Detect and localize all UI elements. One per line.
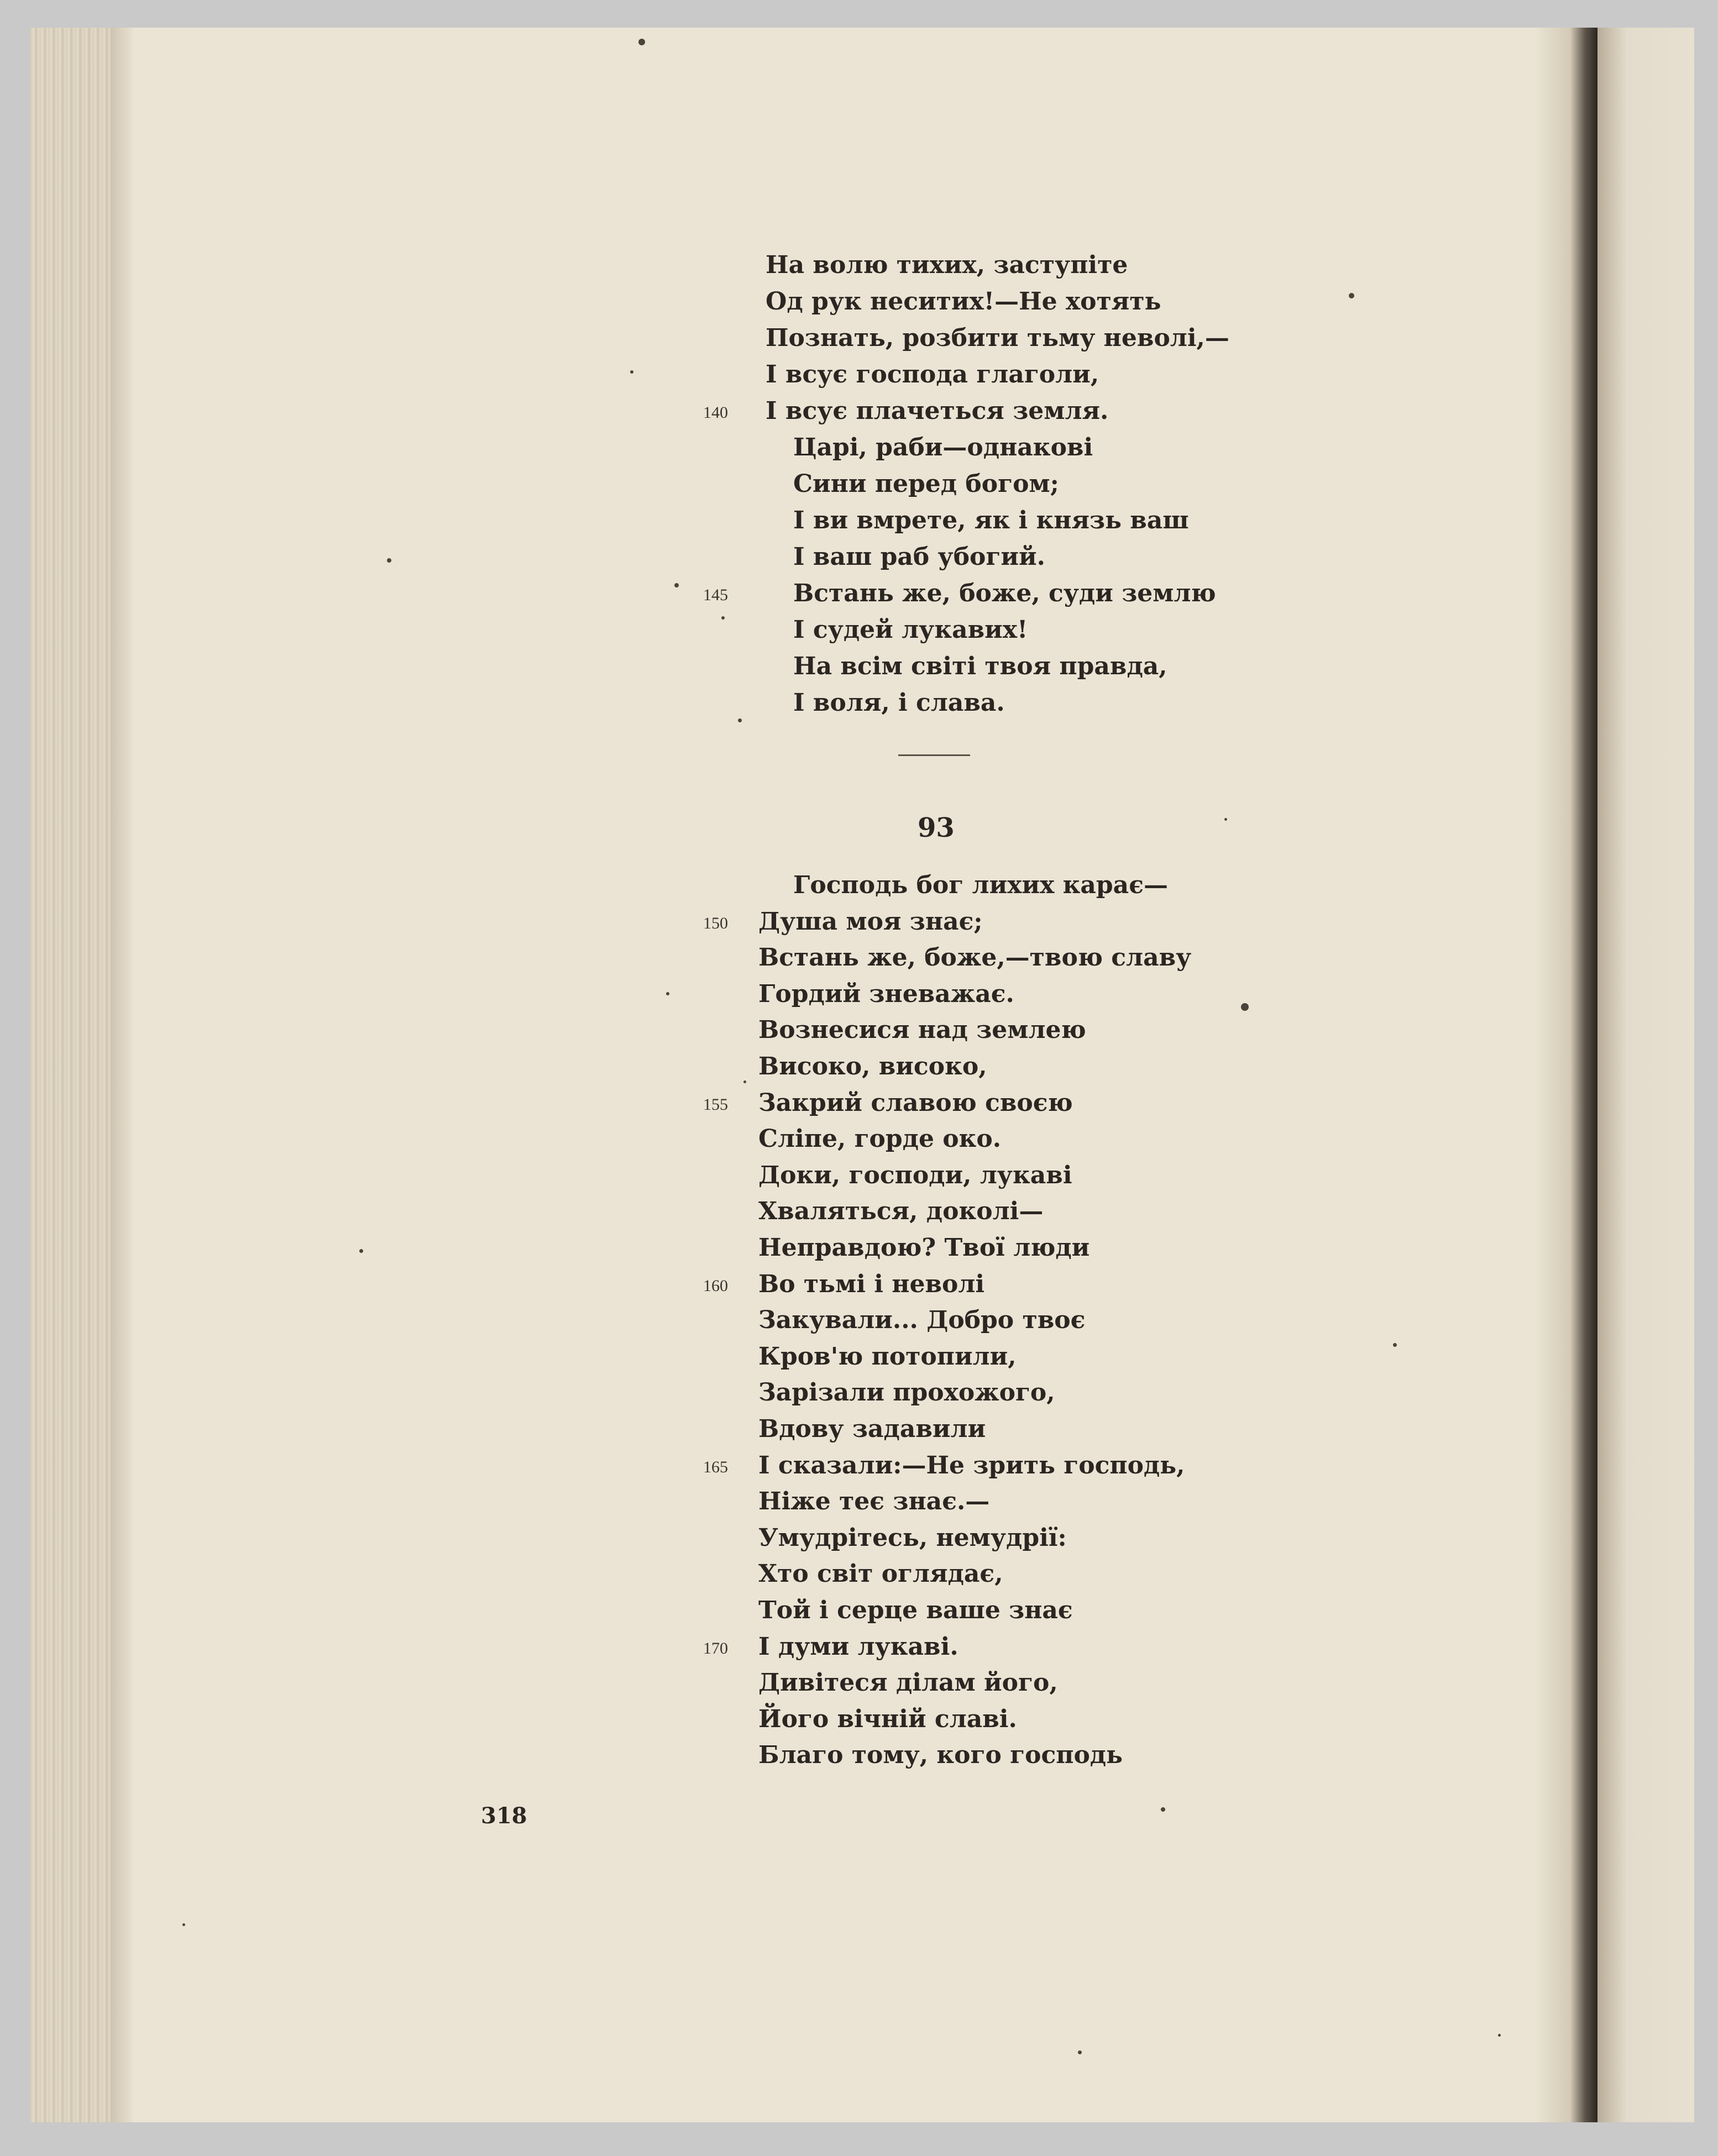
line-number: 145 [703,586,728,604]
page-edge-shadow [111,28,133,2122]
facing-page-edge [1597,28,1694,2122]
poem-number: 93 [918,812,955,843]
line-number: 150 [703,914,728,932]
verse-line: Гордий зневажає. [758,979,1014,1008]
line-number: 140 [703,403,728,422]
verse-line: Високо, високо, [758,1052,987,1080]
paper-speck [1498,2034,1501,2037]
verse-line: Дивітеся ділам його, [758,1669,1058,1697]
paper-speck [1224,818,1227,821]
verse-line: І ви вмрете, як і князь ваш [793,506,1189,534]
verse-line: Закували... Добро твоє [758,1306,1086,1335]
paper-speck [387,558,391,563]
paper-speck [1241,1003,1249,1011]
verse-line: Встань же, боже,—твою славу [758,943,1192,972]
verse-line: Ніже теє знає.— [758,1487,990,1516]
paper-speck [1161,1807,1165,1812]
verse-line: І ваш раб убогий. [793,543,1045,571]
paper-speck [721,616,725,620]
paper-speck [638,39,645,45]
section-divider [898,754,970,756]
verse-line: І всує господа глаголи, [766,360,1099,389]
verse-line: Хто світ оглядає, [758,1560,1003,1588]
verse-line: Кров'ю потопили, [758,1342,1017,1371]
page-number: 318 [481,1803,527,1829]
line-number: 160 [703,1276,728,1295]
verse-line: Хваляться, доколі— [758,1197,1044,1226]
verse-line: Господь бог лихих карає— [793,871,1168,899]
verse-line: Царі, раби—однакові [793,433,1093,461]
verse-line: Вознесися над землею [758,1016,1086,1045]
verse-line: І всує плачеться земля. [766,397,1109,425]
paper-speck [674,583,679,587]
verse-line: Його вічній славі. [758,1704,1017,1733]
paper-speck [1393,1343,1397,1347]
paper-speck [666,992,669,995]
line-number: 170 [703,1639,728,1657]
paper-speck [182,1923,185,1926]
verse-line: І воля, і слава. [793,689,1005,717]
verse-line: Умудрітесь, немудрії: [758,1523,1067,1552]
verse-line: Доки, господи, лукаві [758,1161,1072,1189]
line-number: 155 [703,1095,728,1114]
line-number: 165 [703,1457,728,1476]
paper-speck [743,1080,746,1083]
verse-line: Од рук неситих!—Не хотять [766,287,1161,316]
verse-line: Встань же, боже, суди землю [793,579,1216,607]
verse-line: Неправдою? Твої люди [758,1234,1090,1262]
verse-line: Благо тому, кого господь [758,1741,1123,1770]
verse-line: Зарізали прохожого, [758,1378,1055,1407]
paper-speck [738,718,742,722]
verse-line: Сліпе, горде око. [758,1125,1002,1153]
verse-line: Той і серце ваше знає [758,1596,1073,1624]
verse-line: На всім світі твоя правда, [793,652,1167,680]
paper-speck [1078,2050,1082,2054]
verse-line: І судей лукавих! [793,616,1028,644]
verse-line: І думи лукаві. [758,1632,958,1661]
verse-line: І сказали:—Не зрить господь, [758,1451,1185,1480]
book-gutter [1537,28,1597,2122]
verse-line: Закрий славою своєю [758,1088,1073,1117]
verse-line: Вдову задавили [758,1415,986,1443]
paper-speck [630,370,633,374]
verse-line: Сини перед богом; [793,470,1059,498]
verse-line: Во тьмі і неволі [758,1270,985,1298]
paper-speck [1349,293,1354,298]
verse-line: Познать, розбити тьму неволі,— [766,324,1229,352]
verse-line: На волю тихих, заступіте [766,251,1128,279]
paper-speck [359,1249,363,1253]
verse-line: Душа моя знає; [758,907,983,936]
